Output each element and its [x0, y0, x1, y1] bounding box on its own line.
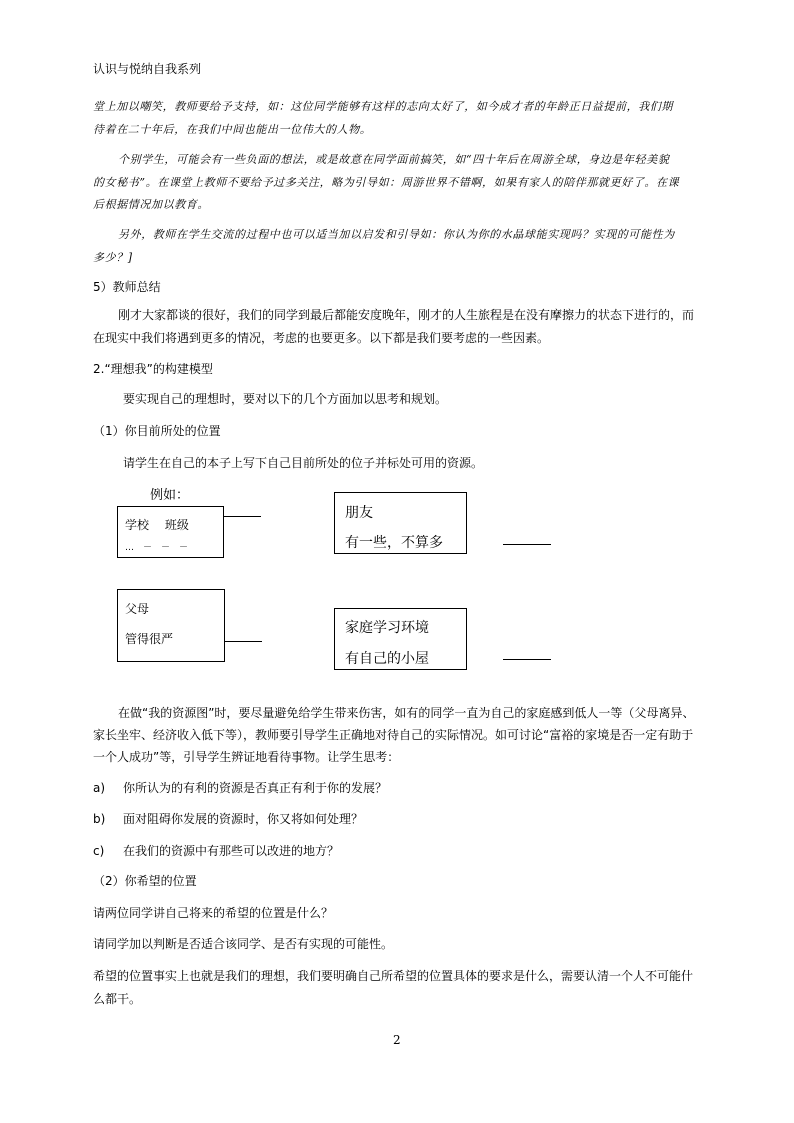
intro-p1-line1: 堂上加以嘲笑，教师要给予支持，如：这位同学能够有这样的志向太好了，如今成才者的年龄正日益提前，我们期	[93, 100, 673, 113]
question-text: 在我们的资源中有那些可以改进的地方？	[123, 844, 340, 858]
connector-line	[503, 544, 551, 545]
intro-p2-line3: 后根据情况加以教育。	[93, 198, 209, 211]
example-label: 例如：	[150, 488, 190, 503]
resource-box-parents-value: 管得很严	[125, 632, 174, 646]
section5-line1: 刚才大家都谈的很好，我们的同学到最后都能安度晚年，刚才的人生旅程是在没有摩擦力的状态下进行的，而	[118, 308, 695, 322]
resource-box-home-study-title: 家庭学习环境	[345, 620, 429, 636]
section5-heading: 5）教师总结	[93, 280, 161, 294]
sub1-heading: （1）你目前所处的位置	[93, 424, 221, 438]
section2-heading: 2.“理想我”的构建模型	[93, 362, 213, 376]
intro-p2-line1: 个别学生，可能会有一些负面的想法，或是故意在同学面前搞笑，如“四十年后在周游全球，身边是年轻美貌	[118, 153, 670, 166]
intro-p3-line2: 多少？]	[93, 251, 133, 264]
resource-box-parents	[117, 589, 225, 662]
sub1-instruction: 请学生在自己的本子上写下自己目前所处的位子并标处可用的资源。	[123, 456, 484, 470]
question-text: 面对阻碍你发展的资源时，你又将如何处理？	[123, 812, 364, 826]
resource-box-school	[117, 506, 224, 558]
resource-box-parents-title: 父母	[125, 602, 150, 616]
resource-box-school-value: … － － －	[125, 543, 189, 553]
resource-box-home-study-value: 有自己的小屋	[345, 651, 429, 667]
running-header: 认识与悦纳自我系列	[93, 62, 202, 76]
resource-box-friends-value: 有一些，不算多	[345, 535, 443, 551]
intro-p1-line2: 待着在二十年后，在我们中间也能出一位伟大的人物。	[93, 123, 372, 136]
sub2-line1: 请两位同学讲自己将来的希望的位置是什么？	[93, 906, 334, 920]
discussion-line3: 一个人成功”等，引导学生辨证地看待事物。让学生思考：	[93, 750, 400, 764]
resource-box-friends	[334, 492, 467, 554]
question-marker: c)	[93, 844, 105, 858]
page-number: 2	[393, 1033, 401, 1047]
resource-box-school-title: 学校 班级	[125, 518, 189, 532]
connector-line	[225, 641, 262, 642]
intro-p3-line1: 另外，教师在学生交流的过程中也可以适当加以启发和引导如：你认为你的水晶球能实现吗？实现的可能性为	[118, 228, 675, 241]
question-text: 你所认为的有利的资源是否真正有利于你的发展？	[123, 781, 388, 795]
resource-box-home-study	[334, 608, 467, 670]
section5-line2: 在现实中我们将遇到更多的情况，考虑的也要更多。以下都是我们要考虑的一些因素。	[93, 331, 550, 345]
connector-line	[224, 516, 261, 517]
intro-p2-line2: 的女秘书”。在课堂上教师不要给予过多关注，略为引导如：周游世界不错啊，如果有家人的陪伴那就更好了。在课	[93, 176, 680, 189]
sub2-line2: 请同学加以判断是否适合该同学、是否有实现的可能性。	[93, 937, 394, 951]
resource-box-friends-title: 朋友	[345, 505, 373, 521]
sub2-heading: （2）你希望的位置	[93, 874, 197, 888]
sub2-line3: 希望的位置事实上也就是我们的理想，我们要明确自己所希望的位置具体的要求是什么，需要认清一个人不可能什	[93, 969, 694, 983]
question-marker: a)	[93, 781, 106, 795]
discussion-line1: 在做“我的资源图”时，要尽量避免给学生带来伤害，如有的同学一直为自己的家庭感到低人一等（父母离异、	[118, 706, 695, 720]
question-marker: b)	[93, 812, 106, 826]
connector-line	[503, 659, 551, 660]
section2-intro: 要实现自己的理想时，要对以下的几个方面加以思考和规划。	[123, 392, 448, 406]
discussion-line2: 家长坐牢、经济收入低下等），教师要引导学生正确地对待自己的实际情况。如可讨论“富裕的家境是否一定有助于	[93, 728, 694, 742]
sub2-line4: 么都干。	[93, 992, 142, 1006]
